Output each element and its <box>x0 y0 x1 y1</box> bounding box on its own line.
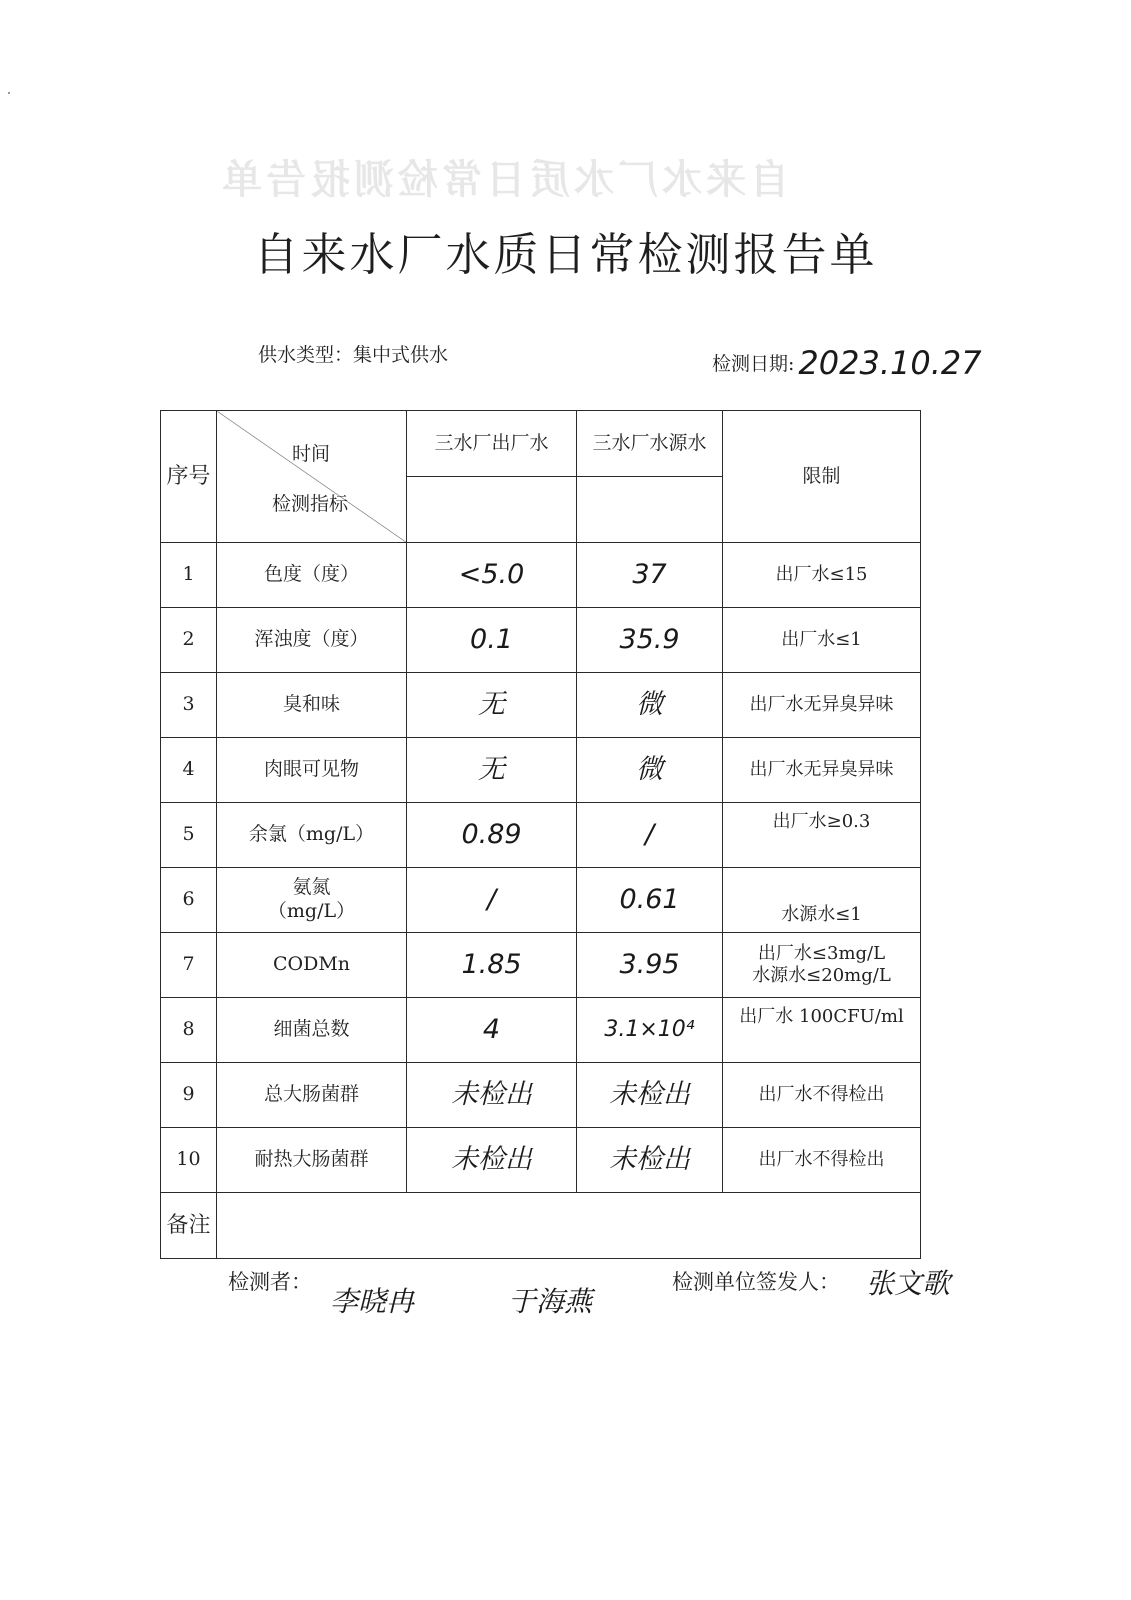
header-row <box>161 411 921 477</box>
test-date <box>712 340 982 382</box>
limit-value: 水源水≤1 <box>723 868 921 933</box>
diag-header-time: 时间 <box>292 443 331 465</box>
limit-value: 出厂水无异臭异味 <box>723 673 921 738</box>
source-subheader-empty <box>577 477 723 543</box>
remark-label: 备注 <box>161 1193 217 1259</box>
row-number: 10 <box>161 1128 217 1193</box>
table-row <box>161 673 921 738</box>
indicator-name: 细菌总数 <box>217 998 407 1063</box>
table-row <box>161 543 921 608</box>
outlet-subheader-empty <box>407 477 577 543</box>
limit-value: 出厂水≤1 <box>723 608 921 673</box>
row-number: 6 <box>161 868 217 933</box>
source-value: 35.9 <box>577 608 723 673</box>
col-header-outlet: 三水厂出厂水 <box>407 411 577 477</box>
indicator-name-line1: 氨氮 <box>292 876 331 899</box>
source-value: 未检出 <box>577 1128 723 1193</box>
report-table <box>160 410 921 1259</box>
table-row <box>161 608 921 673</box>
issuer-signature: 张文歌 <box>866 1267 951 1300</box>
test-date-label: 检测日期: <box>712 353 795 375</box>
row-number: 4 <box>161 738 217 803</box>
outlet-value: 未检出 <box>407 1063 577 1128</box>
supply-type-value: 集中式供水 <box>353 344 449 366</box>
remark-value <box>217 1193 921 1259</box>
indicator-name: 肉眼可见物 <box>217 738 407 803</box>
outlet-value: 4 <box>407 998 577 1063</box>
row-number: 8 <box>161 998 217 1063</box>
table-row <box>161 998 921 1063</box>
outlet-value: 1.85 <box>407 933 577 998</box>
tester2-signature: 于海燕 <box>508 1285 593 1318</box>
outlet-value: 0.89 <box>407 803 577 868</box>
diagonal-header <box>217 411 407 543</box>
source-value: 微 <box>577 673 723 738</box>
supply-type-label: 供水类型： <box>258 344 354 366</box>
outlet-value: 0.1 <box>407 608 577 673</box>
table-row <box>161 738 921 803</box>
row-number: 2 <box>161 608 217 673</box>
table-row <box>161 1128 921 1193</box>
test-date-value: 2023.10.27 <box>798 344 982 382</box>
limit-value: 出厂水不得检出 <box>723 1063 921 1128</box>
tester-label: 检测者： <box>228 1270 312 1294</box>
indicator-name: 臭和味 <box>217 673 407 738</box>
outlet-value: <5.0 <box>407 543 577 608</box>
supply-type <box>258 340 448 367</box>
indicator-name: 总大肠菌群 <box>217 1063 407 1128</box>
row-number: 9 <box>161 1063 217 1128</box>
limit-value: 出厂水不得检出 <box>723 1128 921 1193</box>
bleed-through-title: 自来水厂水质日常检测报告单 <box>218 157 790 203</box>
source-value: 3.1×10⁴ <box>577 998 723 1063</box>
limit-value: 出厂水无异臭异味 <box>723 738 921 803</box>
limit-value: 出厂水≥0.3 <box>723 803 921 868</box>
source-value: 37 <box>577 543 723 608</box>
source-value: 未检出 <box>577 1063 723 1128</box>
indicator-name: CODMn <box>217 933 407 998</box>
col-header-limit: 限制 <box>723 411 921 543</box>
indicator-name: 浑浊度（度） <box>217 608 407 673</box>
source-value: 0.61 <box>577 868 723 933</box>
outlet-value: 无 <box>407 673 577 738</box>
table-row <box>161 1063 921 1128</box>
issuer-label: 检测单位签发人： <box>672 1270 840 1294</box>
row-number: 5 <box>161 803 217 868</box>
source-value: / <box>577 803 723 868</box>
source-value: 微 <box>577 738 723 803</box>
row-number: 1 <box>161 543 217 608</box>
limit-value: 出厂水≤15 <box>723 543 921 608</box>
row-number: 7 <box>161 933 217 998</box>
limit-value <box>723 933 921 998</box>
limit-value: 出厂水 100CFU/ml <box>723 998 921 1063</box>
table-row <box>161 803 921 868</box>
limit-line1: 出厂水≤3mg/L <box>757 942 886 964</box>
outlet-value: 未检出 <box>407 1128 577 1193</box>
report-title: 自来水厂水质日常检测报告单 <box>253 228 878 281</box>
indicator-name: 余氯（mg/L） <box>217 803 407 868</box>
col-header-source: 三水厂水源水 <box>577 411 723 477</box>
limit-line2: 水源水≤20mg/L <box>752 965 891 986</box>
indicator-name-line2: （mg/L） <box>267 900 356 922</box>
row-number: 3 <box>161 673 217 738</box>
outlet-value: / <box>407 868 577 933</box>
scan-speck <box>8 92 10 94</box>
tester1-signature: 李晓冉 <box>330 1285 415 1318</box>
table-row <box>161 933 921 998</box>
diag-header-indicator: 检测指标 <box>272 493 349 515</box>
outlet-value: 无 <box>407 738 577 803</box>
indicator-name: 耐热大肠菌群 <box>217 1128 407 1193</box>
indicator-name: 色度（度） <box>217 543 407 608</box>
source-value: 3.95 <box>577 933 723 998</box>
remark-row <box>161 1193 921 1259</box>
seq-header: 序号 <box>161 411 217 543</box>
indicator-name <box>217 868 407 933</box>
table-row <box>161 868 921 933</box>
